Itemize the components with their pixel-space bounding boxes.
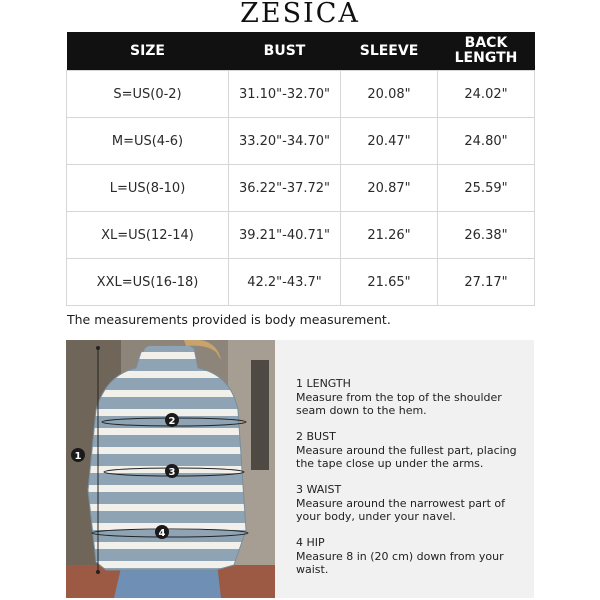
cell-size: M=US(4-6) [67, 118, 229, 165]
guide-item-length [296, 377, 532, 418]
guide-desc-waist: Measure around the narrowest part of your body, under your navel. [296, 496, 505, 523]
cell-back-length: 26.38" [438, 212, 535, 259]
length-line-start [96, 346, 100, 350]
marker-hip-label: 4 [158, 528, 166, 539]
guide-title-length: 1 LENGTH [296, 377, 351, 390]
header-back-length-line1: BACK [464, 35, 508, 51]
guide-desc-bust: Measure around the fullest part, placing the tape close up under the arms. [296, 443, 517, 470]
cell-bust: 31.10"-32.70" [229, 71, 341, 118]
guide-item-bust [296, 430, 532, 471]
guide-desc-length: Measure from the top of the shoulder seam down to the hem. [296, 390, 502, 417]
cell-sleeve: 20.08" [341, 71, 438, 118]
table-header-row [67, 32, 535, 71]
cell-back-length: 25.59" [438, 165, 535, 212]
cell-back-length: 27.17" [438, 259, 535, 306]
marker-bust-label: 2 [168, 416, 176, 427]
turtleneck-collar [144, 346, 194, 370]
background-window [251, 360, 269, 470]
table-row [67, 212, 535, 259]
header-sleeve: SLEEVE [341, 32, 438, 71]
header-bust: BUST [229, 32, 341, 71]
guide-title-hip: 4 HIP [296, 536, 325, 549]
marker-waist-label: 3 [168, 467, 176, 478]
cell-size: L=US(8-10) [67, 165, 229, 212]
guide-item-hip [296, 536, 532, 577]
cell-bust: 36.22"-37.72" [229, 165, 341, 212]
model-photo [66, 340, 275, 598]
size-chart-table [66, 32, 535, 306]
guide-title-bust: 2 BUST [296, 430, 336, 443]
table-row [67, 71, 535, 118]
table-row [67, 259, 535, 306]
cell-size: XXL=US(16-18) [67, 259, 229, 306]
table-row [67, 165, 535, 212]
cell-bust: 39.21"-40.71" [229, 212, 341, 259]
cell-size: S=US(0-2) [67, 71, 229, 118]
length-line-end [96, 570, 100, 574]
cell-bust: 42.2"-43.7" [229, 259, 341, 306]
header-back-length-line2: LENGTH [454, 50, 518, 66]
table-row [67, 118, 535, 165]
cell-sleeve: 21.26" [341, 212, 438, 259]
brand-logo: ZESICA [240, 0, 360, 29]
guide-item-waist [296, 483, 532, 524]
cell-back-length: 24.02" [438, 71, 535, 118]
header-back-length [438, 32, 535, 71]
guide-title-waist: 3 WAIST [296, 483, 342, 496]
model-illustration [66, 340, 275, 598]
cell-back-length: 24.80" [438, 118, 535, 165]
header-size: SIZE [67, 32, 229, 71]
cell-sleeve: 20.87" [341, 165, 438, 212]
cell-sleeve: 21.65" [341, 259, 438, 306]
cell-size: XL=US(12-14) [67, 212, 229, 259]
guide-desc-hip: Measure 8 in (20 cm) down from your waist. [296, 549, 504, 576]
measurement-guide-panel [275, 340, 534, 598]
cell-sleeve: 20.47" [341, 118, 438, 165]
measurement-note: The measurements provided is body measurement. [67, 312, 391, 327]
cell-bust: 33.20"-34.70" [229, 118, 341, 165]
marker-length-label: 1 [74, 451, 82, 462]
